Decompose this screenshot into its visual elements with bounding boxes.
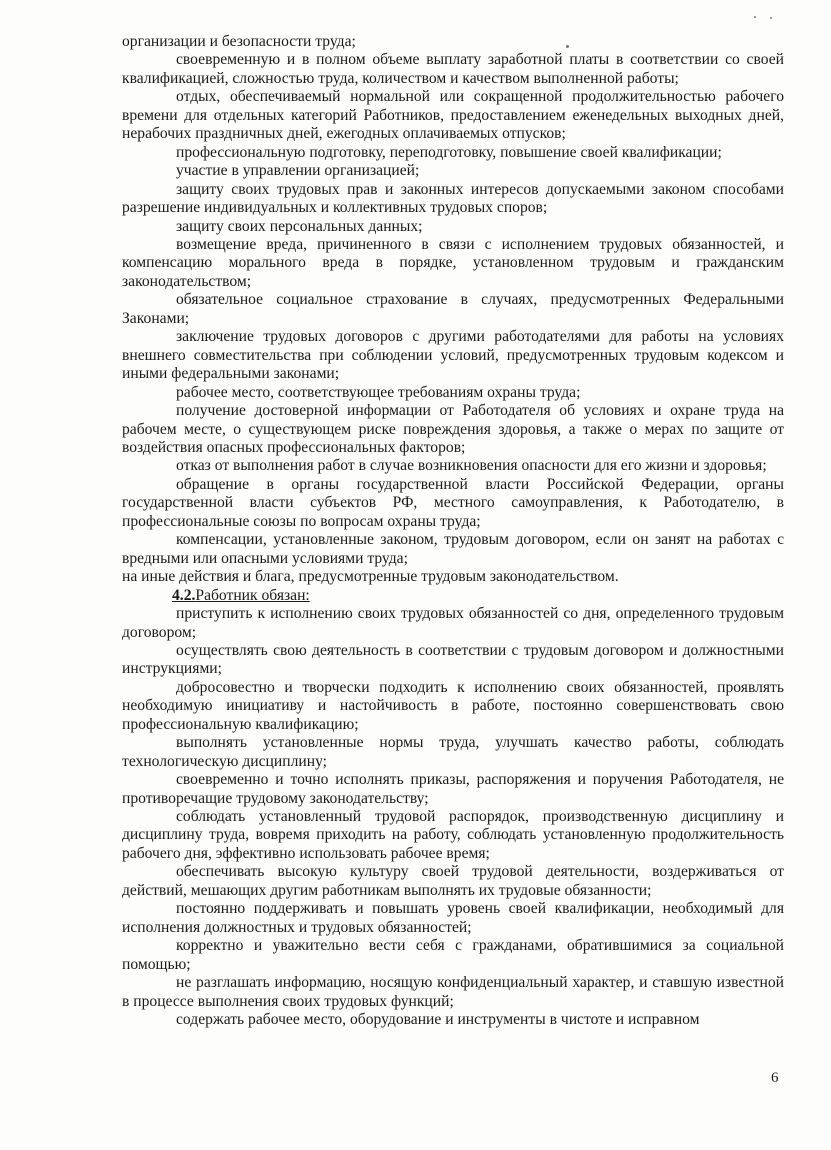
section-label: Работник обязан:	[195, 586, 310, 604]
paragraph: своевременную и в полном объеме выплату заработной платы в соответствии со своей квалификацией, сложностью труда, количеством и качеством выполненной работы;	[122, 51, 784, 87]
paragraph: на иные действия и блага, предусмотренные трудовым законодательством.	[122, 568, 619, 586]
duty-item: соблюдать установленный трудовой распорядок, производственную дисциплину и дисциплину труда, вовремя приходить на работу, соблюдать установленную продолжительность рабочего дня, эффективно использовать рабочее время;	[122, 808, 784, 862]
paragraph: рабочее место, соответствующее требованиям охраны труда;	[176, 383, 581, 401]
section-heading	[122, 587, 784, 605]
paragraph: компенсации, установленные законом, трудовым договором, если он занят на работах с вредными или опасными условиями труда;	[122, 531, 784, 567]
duty-item: выполнять установленные нормы труда, улучшать качество работы, соблюдать технологическую дисциплину;	[122, 734, 784, 770]
section-number: 4.2.	[172, 586, 196, 604]
duty-item: добросовестно и творчески подходить к исполнению своих обязанностей, проявлять необходимую инициативу и настойчивость в работе, постоянно совершенствовать свою профессиональную квалификацию;	[122, 678, 784, 733]
paragraph: участие в управлении организацией;	[176, 162, 420, 180]
paragraph: возмещение вреда, причиненного в связи с исполнением трудовых обязанностей, и компенсацию морального вреда в порядке, установленном трудовым и гражданским законодательством;	[122, 235, 784, 290]
paragraph: защиту своих трудовых прав и законных интересов допускаемыми законом способами разрешение индивидуальных и коллективных трудовых споров;	[122, 180, 784, 217]
duty-item: осуществлять свою деятельность в соответствии с трудовым договором и должностными инструкциями;	[122, 641, 784, 678]
page-number: 6	[771, 1070, 779, 1086]
duty-item: своевременно и точно исполнять приказы, распоряжения и поручения Работодателя, не противоречащие трудовому законодательству;	[122, 771, 784, 807]
document-body	[122, 33, 784, 1029]
paragraph: отдых, обеспечиваемый нормальной или сокращенной продолжительностью рабочего времени для отдельных категорий Работников, предоставлением еженедельных выходных дней, нерабочих праздничных дней, ежегодных оплачиваемых отпусков;	[122, 88, 784, 143]
duty-item: содержать рабочее место, оборудование и инструменты в чистоте и исправном	[176, 1011, 700, 1029]
duty-item: обеспечивать высокую культуру своей трудовой деятельности, воздерживаться от действий, мешающих другим работникам выполнять их трудовые обязанности;	[122, 863, 784, 899]
paragraph: обращение в органы государственной власти Российской Федерации, органы государственной власти субъектов РФ, местного самоуправления, к Работодателю, в профессиональные союзы по вопросам охраны труда;	[122, 475, 784, 530]
paragraph: отказ от выполнения работ в случае возникновения опасности для его жизни и здоровья;	[176, 457, 767, 475]
paragraph: получение достоверной информации от Работодателя об условиях и охране труда на рабочем месте, о существующем риске повреждения здоровья, а также о мерах по защите от воздействия опасных профессиональных факторов;	[122, 402, 784, 456]
paragraph: обязательное социальное страхование в случаях, предусмотренных Федеральными Законами;	[122, 291, 784, 327]
paragraph: защиту своих персональных данных;	[176, 217, 423, 235]
paragraph: организации и безопасности труда;	[122, 33, 356, 50]
scan-speck	[754, 16, 756, 18]
duty-item: постоянно поддерживать и повышать уровень своей квалификации, необходимый для исполнения должностных и трудовых обязанностей;	[122, 900, 784, 936]
duty-item: не разглашать информацию, носящую конфиденциальный характер, и ставшую известной в процессе выполнения своих трудовых функций;	[122, 974, 784, 1010]
duty-item: корректно и уважительно вести себя с гражданами, обратившимися за социальной помощью;	[122, 937, 784, 973]
duty-item: приступить к исполнению своих трудовых обязанностей со дня, определенного трудовым договором;	[122, 605, 784, 641]
paragraph: заключение трудовых договоров с другими работодателями для работы на условиях внешнего совместительства при соблюдении условий, предусмотренных трудовым кодексом и иными федеральными законами;	[122, 328, 784, 383]
paragraph: профессиональную подготовку, переподготовку, повышение своей квалификации;	[176, 143, 722, 161]
scan-speck	[770, 17, 772, 19]
